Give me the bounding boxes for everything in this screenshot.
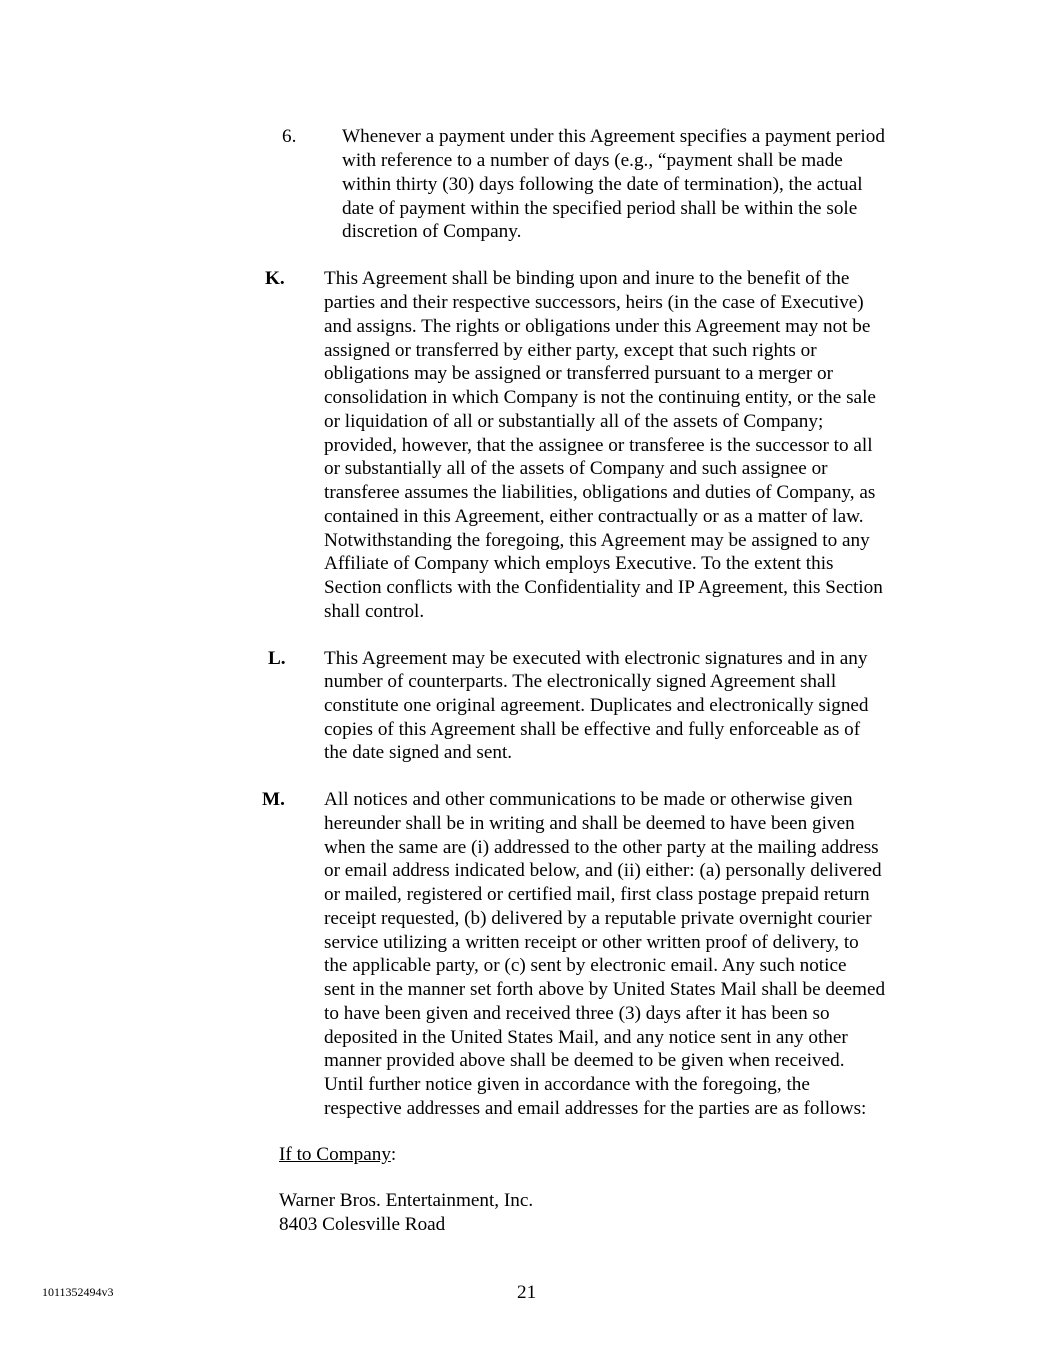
- section-k-line: parties and their respective successors, heirs (in the case of Executive): [324, 292, 864, 313]
- section-k-marker: K.: [265, 268, 285, 289]
- section-k-line: provided, however, that the assignee or transferee is the successor to all: [324, 435, 873, 456]
- item-6-marker: 6.: [282, 126, 297, 147]
- notice-heading-text: If to Company: [279, 1144, 391, 1165]
- section-m-line: hereunder shall be in writing and shall be deemed to have been given: [324, 813, 855, 834]
- page-number: 21: [517, 1282, 537, 1303]
- section-m-line: or email address indicated below, and (ii) either: (a) personally delivered: [324, 860, 882, 881]
- section-m-line: Until further notice given in accordance with the foregoing, the: [324, 1074, 810, 1095]
- section-l-line: copies of this Agreement shall be effective and fully enforceable as of: [324, 719, 861, 740]
- item-6-line: within thirty (30) days following the date of termination), the actual: [342, 174, 863, 195]
- document-id: 1011352494v3: [42, 1285, 114, 1299]
- section-k-line: transferee assumes the liabilities, obligations and duties of Company, as: [324, 482, 876, 503]
- section-l-line: the date signed and sent.: [324, 742, 513, 763]
- section-m-line: All notices and other communications to be made or otherwise given: [324, 789, 853, 810]
- section-k-line: or liquidation of all or substantially all of the assets of Company;: [324, 411, 824, 432]
- notice-heading-colon: :: [390, 1144, 397, 1165]
- section-l-line: This Agreement may be executed with electronic signatures and in any: [324, 648, 868, 669]
- section-l-marker: L.: [268, 648, 286, 669]
- section-k-line: Section conflicts with the Confidentiality and IP Agreement, this Section: [324, 577, 883, 598]
- section-k-line: shall control.: [324, 601, 425, 622]
- section-m-line: when the same are (i) addressed to the other party at the mailing address: [324, 837, 879, 858]
- section-m-line: the applicable party, or (c) sent by electronic email. Any such notice: [324, 955, 847, 976]
- section-m-line: receipt requested, (b) delivered by a reputable private overnight courier: [324, 908, 872, 929]
- section-k-line: This Agreement shall be binding upon and inure to the benefit of the: [324, 268, 850, 289]
- section-m-line: or mailed, registered or certified mail, first class postage prepaid return: [324, 884, 870, 905]
- section-l-line: constitute one original agreement. Duplicates and electronically signed: [324, 695, 869, 716]
- item-6-line: discretion of Company.: [342, 221, 522, 242]
- item-6-line: Whenever a payment under this Agreement specifies a payment period: [342, 126, 885, 147]
- section-k-line: contained in this Agreement, either contractually or as a matter of law.: [324, 506, 864, 527]
- section-m-line: service utilizing a written receipt or other written proof of delivery, to: [324, 932, 859, 953]
- section-k-line: assigned or transferred by either party, except that such rights or: [324, 340, 817, 361]
- address-line: Warner Bros. Entertainment, Inc.: [279, 1190, 534, 1211]
- section-k-line: consolidation in which Company is not the continuing entity, or the sale: [324, 387, 876, 408]
- section-k-line: obligations may be assigned or transferred pursuant to a merger or: [324, 363, 834, 384]
- section-m-marker: M.: [262, 789, 285, 810]
- section-m-line: respective addresses and email addresses for the parties are as follows:: [324, 1098, 867, 1119]
- section-m-line: manner provided above shall be deemed to be given when received.: [324, 1050, 845, 1071]
- notice-heading: [279, 1143, 396, 1167]
- section-m-line: to have been given and received three (3) days after it has been so: [324, 1003, 830, 1024]
- item-6-line: with reference to a number of days (e.g., “payment shall be made: [342, 150, 843, 171]
- section-k-line: and assigns. The rights or obligations under this Agreement may not be: [324, 316, 871, 337]
- item-6-line: date of payment within the specified period shall be within the sole: [342, 198, 858, 219]
- section-k-line: Notwithstanding the foregoing, this Agreement may be assigned to any: [324, 530, 870, 551]
- section-k-line: Affiliate of Company which employs Executive. To the extent this: [324, 553, 834, 574]
- section-k-line: or substantially all of the assets of Company and such assignee or: [324, 458, 828, 479]
- section-l-line: number of counterparts. The electronically signed Agreement shall: [324, 671, 837, 692]
- section-m-line: deposited in the United States Mail, and any notice sent in any other: [324, 1027, 848, 1048]
- address-line: 8403 Colesville Road: [279, 1214, 446, 1235]
- section-m-line: sent in the manner set forth above by United States Mail shall be deemed: [324, 979, 886, 1000]
